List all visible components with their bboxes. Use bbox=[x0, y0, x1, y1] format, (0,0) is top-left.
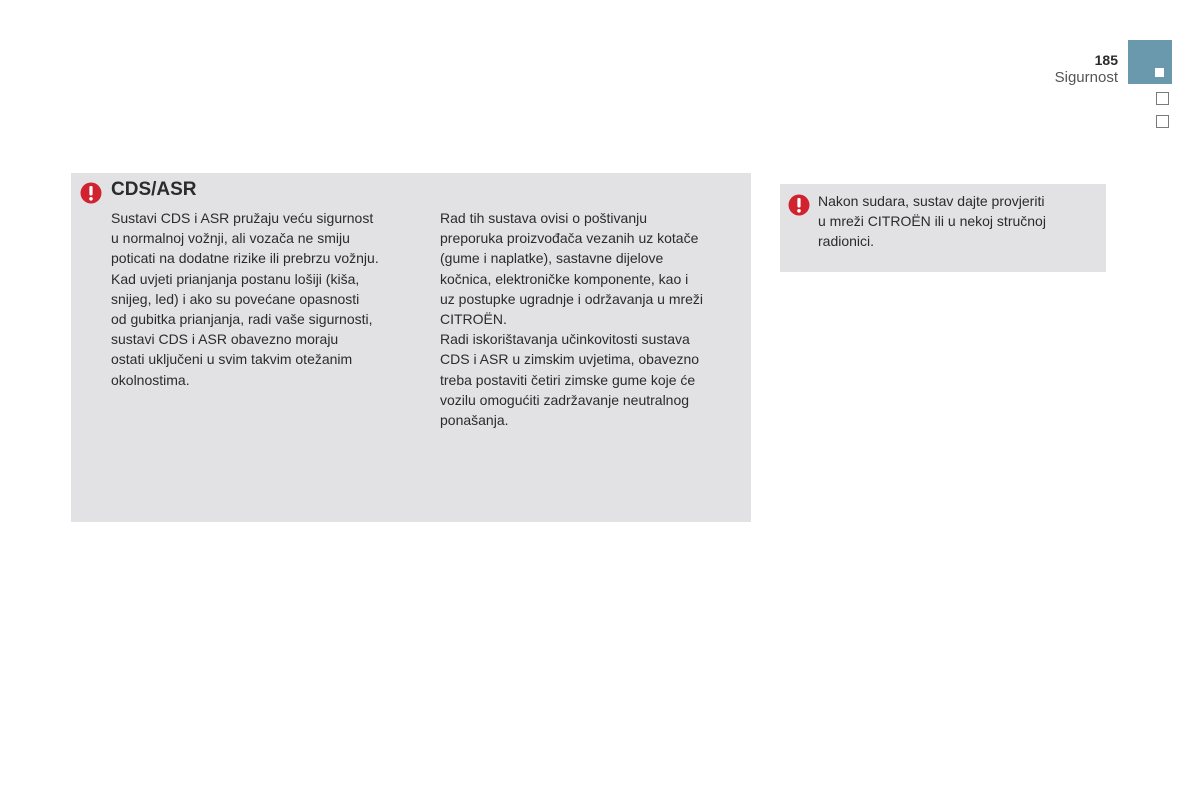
collision-warning-box bbox=[780, 184, 1106, 272]
box-title: CDS/ASR bbox=[111, 179, 197, 200]
right-paragraph: Rad tih sustava ovisi o poštivanju preporuka proizvođača vezanih uz kotače (gume i naplatke), sastavne dijelove kočnica, elektroničke komponente, kao i uz postupke ugradnje i održavanja u mreži CITROËN. Radi iskorištavanja učinkovitosti sustava CDS i ASR u zimskim uvjetima, obavezno treba postaviti četiri zimske gume koje će vozilu omogućiti zadržavanje neutralnog ponašanja. bbox=[440, 210, 704, 429]
section-tab-active[interactable] bbox=[1128, 40, 1172, 84]
section-title: Sigurnost bbox=[1054, 69, 1118, 86]
warning-icon bbox=[788, 194, 810, 216]
section-tab-empty[interactable] bbox=[1156, 92, 1169, 105]
cds-asr-warning-box bbox=[71, 173, 751, 522]
left-paragraph: Sustavi CDS i ASR pružaju veću sigurnost u normalnoj vožnji, ali vozača ne smiju poticati na dodatne rizike ili prebrzu vožnju. Kad uvjeti prianjanja postanu lošiji (kiša, snijeg, led) i ako su povećane opasnosti od gubitka prianjanja, radi vaše sigurnosti, sustavi CDS i ASR obavezno moraju ostati uključeni u svim takvim otežanim okolnostima. bbox=[111, 210, 379, 388]
section-tab-empty[interactable] bbox=[1156, 115, 1169, 128]
page-number: 185 bbox=[1094, 52, 1118, 68]
collision-note: Nakon sudara, sustav dajte provjeriti u mreži CITROËN ili u nekoj stručnoj radionici. bbox=[818, 193, 1046, 250]
warning-icon bbox=[80, 182, 102, 204]
tab-marker-icon bbox=[1155, 68, 1164, 77]
